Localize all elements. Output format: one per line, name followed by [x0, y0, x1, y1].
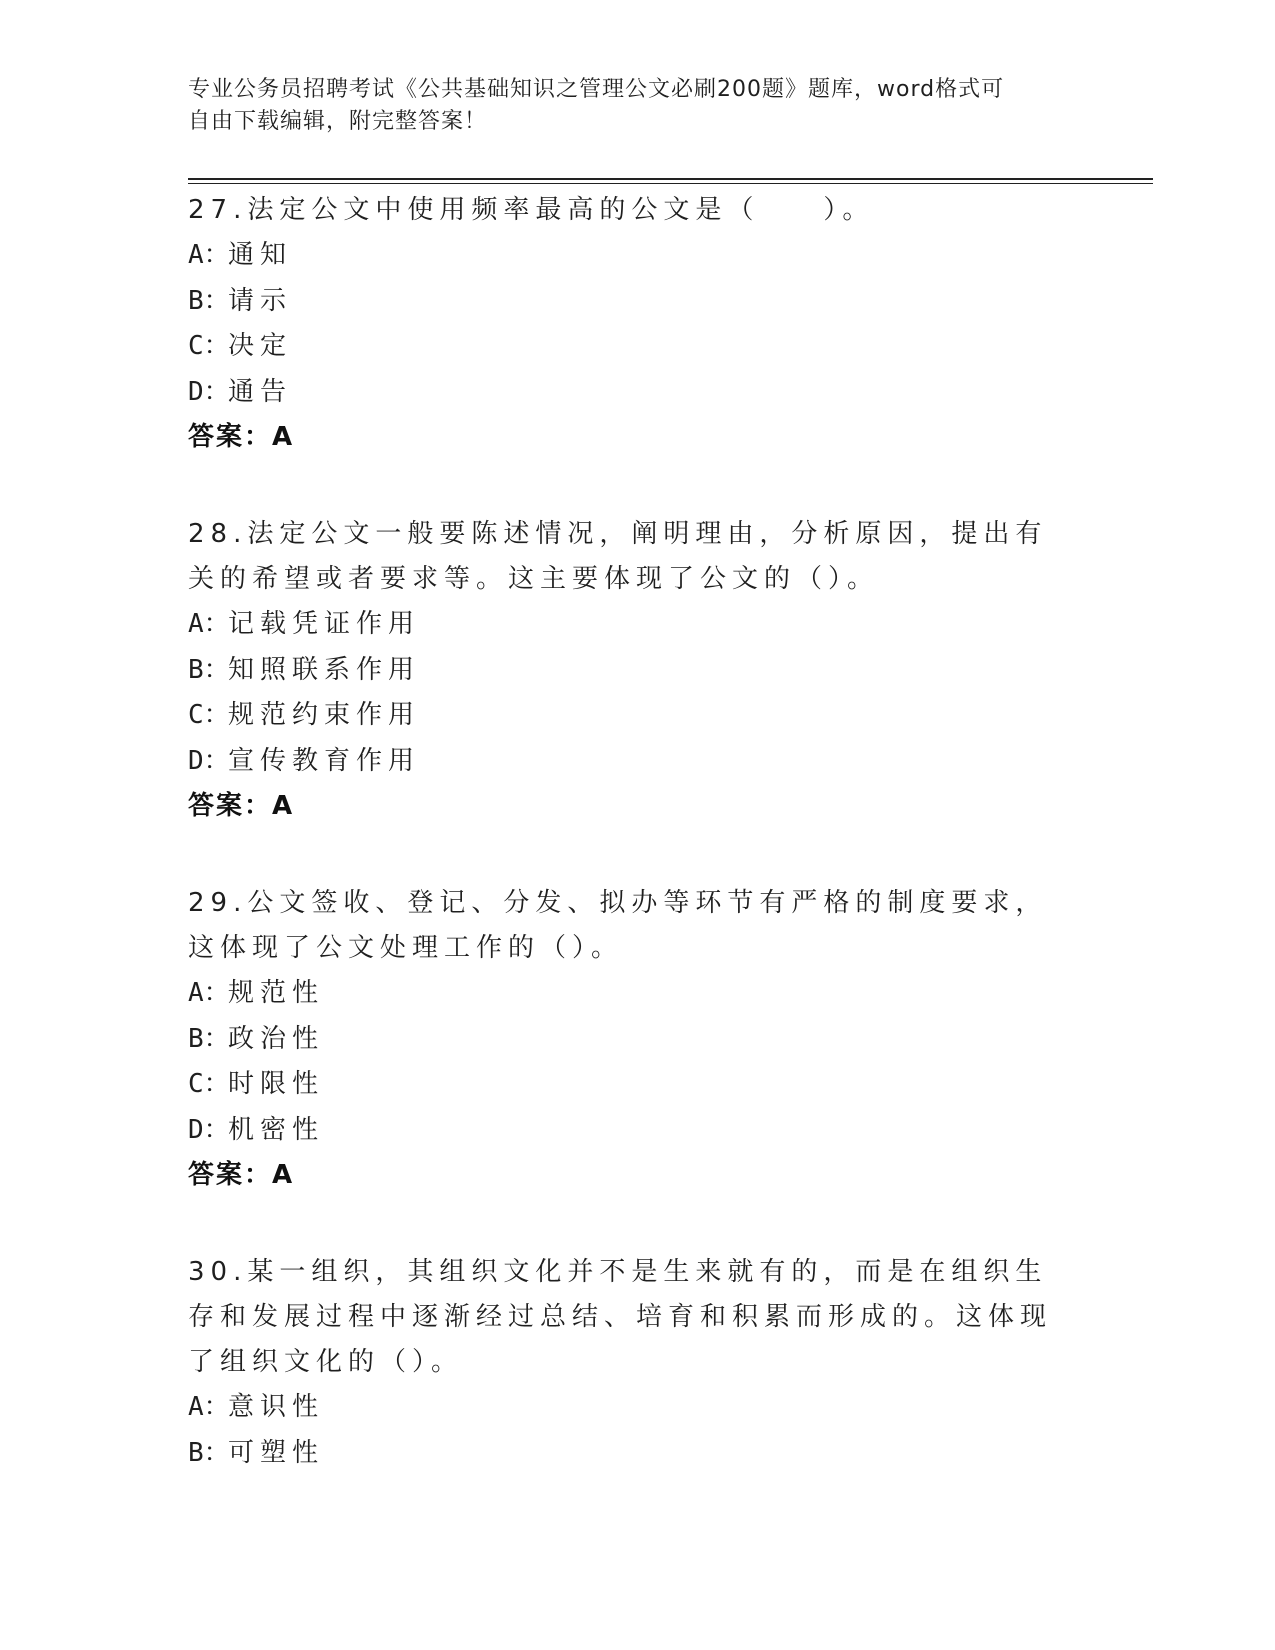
option-a [188, 233, 1068, 279]
option-letter: A： [188, 978, 230, 1008]
option-b [188, 648, 1068, 694]
question-spacer [188, 1198, 1068, 1250]
question-27 [188, 188, 1068, 460]
question-stem: 29.公文签收、登记、分发、拟办等环节有严格的制度要求，这体现了公文处理工作的（）。 [188, 888, 1048, 963]
answer-value: A [272, 1160, 293, 1190]
answer-line [188, 415, 1068, 460]
option-letter: C： [188, 700, 230, 730]
option-text: 时限性 [228, 1069, 325, 1099]
option-text: 规范性 [228, 978, 325, 1008]
option-d [188, 370, 1068, 416]
option-text: 通告 [228, 376, 293, 407]
header-rule-thin [188, 183, 1153, 184]
option-b [188, 279, 1068, 325]
answer-value: A [272, 791, 293, 821]
option-c [188, 1062, 1068, 1108]
question-stem: 30.某一组织，其组织文化并不是生来就有的，而是在组织生存和发展过程中逐渐经过总结、培育和积累而形成的。这体现了组织文化的（）。 [188, 1257, 1053, 1377]
question-spacer [188, 829, 1068, 881]
option-text: 机密性 [228, 1114, 325, 1145]
option-c [188, 324, 1068, 370]
answer-value: A [272, 422, 293, 452]
option-text: 决定 [228, 331, 293, 361]
option-text: 请示 [228, 285, 293, 316]
question-30 [188, 1250, 1068, 1476]
question-28 [188, 512, 1068, 829]
option-b [188, 1431, 1068, 1477]
option-letter: D： [188, 376, 230, 407]
question-29 [188, 881, 1068, 1198]
option-letter: B： [188, 1437, 230, 1468]
option-text: 规范约束作用 [228, 700, 421, 730]
option-letter: A： [188, 609, 230, 639]
option-b [188, 1017, 1068, 1063]
header-rule-thick [188, 178, 1153, 180]
answer-line [188, 1153, 1068, 1198]
option-d [188, 1108, 1068, 1154]
option-letter: B： [188, 285, 230, 316]
option-letter: D： [188, 745, 230, 776]
header-line-1: 专业公务员招聘考试《公共基础知识之管理公文必刷200题》题库，word格式可 [188, 77, 1005, 102]
question-list [188, 188, 1068, 1476]
option-text: 宣传教育作用 [228, 745, 421, 776]
option-text: 政治性 [228, 1023, 325, 1054]
document-header [188, 74, 1068, 138]
option-text: 记载凭证作用 [228, 609, 421, 639]
option-text: 通知 [228, 240, 293, 270]
option-text: 意识性 [228, 1392, 325, 1422]
option-letter: B： [188, 1023, 230, 1054]
option-letter: C： [188, 331, 230, 361]
answer-label: 答案： [188, 422, 273, 452]
answer-label: 答案： [188, 791, 273, 821]
question-stem: 27.法定公文中使用频率最高的公文是（ ）。 [188, 195, 875, 225]
answer-label: 答案： [188, 1160, 273, 1190]
option-d [188, 739, 1068, 785]
option-a [188, 602, 1068, 648]
option-a [188, 971, 1068, 1017]
question-spacer [188, 460, 1068, 512]
option-letter: A： [188, 1392, 230, 1422]
answer-line [188, 784, 1068, 829]
option-letter: D： [188, 1114, 230, 1145]
option-a [188, 1385, 1068, 1431]
header-line-2: 自由下载编辑，附完整答案！ [188, 109, 488, 134]
option-text: 知照联系作用 [228, 654, 421, 685]
option-c [188, 693, 1068, 739]
option-letter: C： [188, 1069, 230, 1099]
option-letter: B： [188, 654, 230, 685]
option-text: 可塑性 [228, 1437, 325, 1468]
question-stem: 28.法定公文一般要陈述情况，阐明理由，分析原因，提出有关的希望或者要求等。这主要体现了公文的（）。 [188, 519, 1048, 594]
option-letter: A： [188, 240, 230, 270]
